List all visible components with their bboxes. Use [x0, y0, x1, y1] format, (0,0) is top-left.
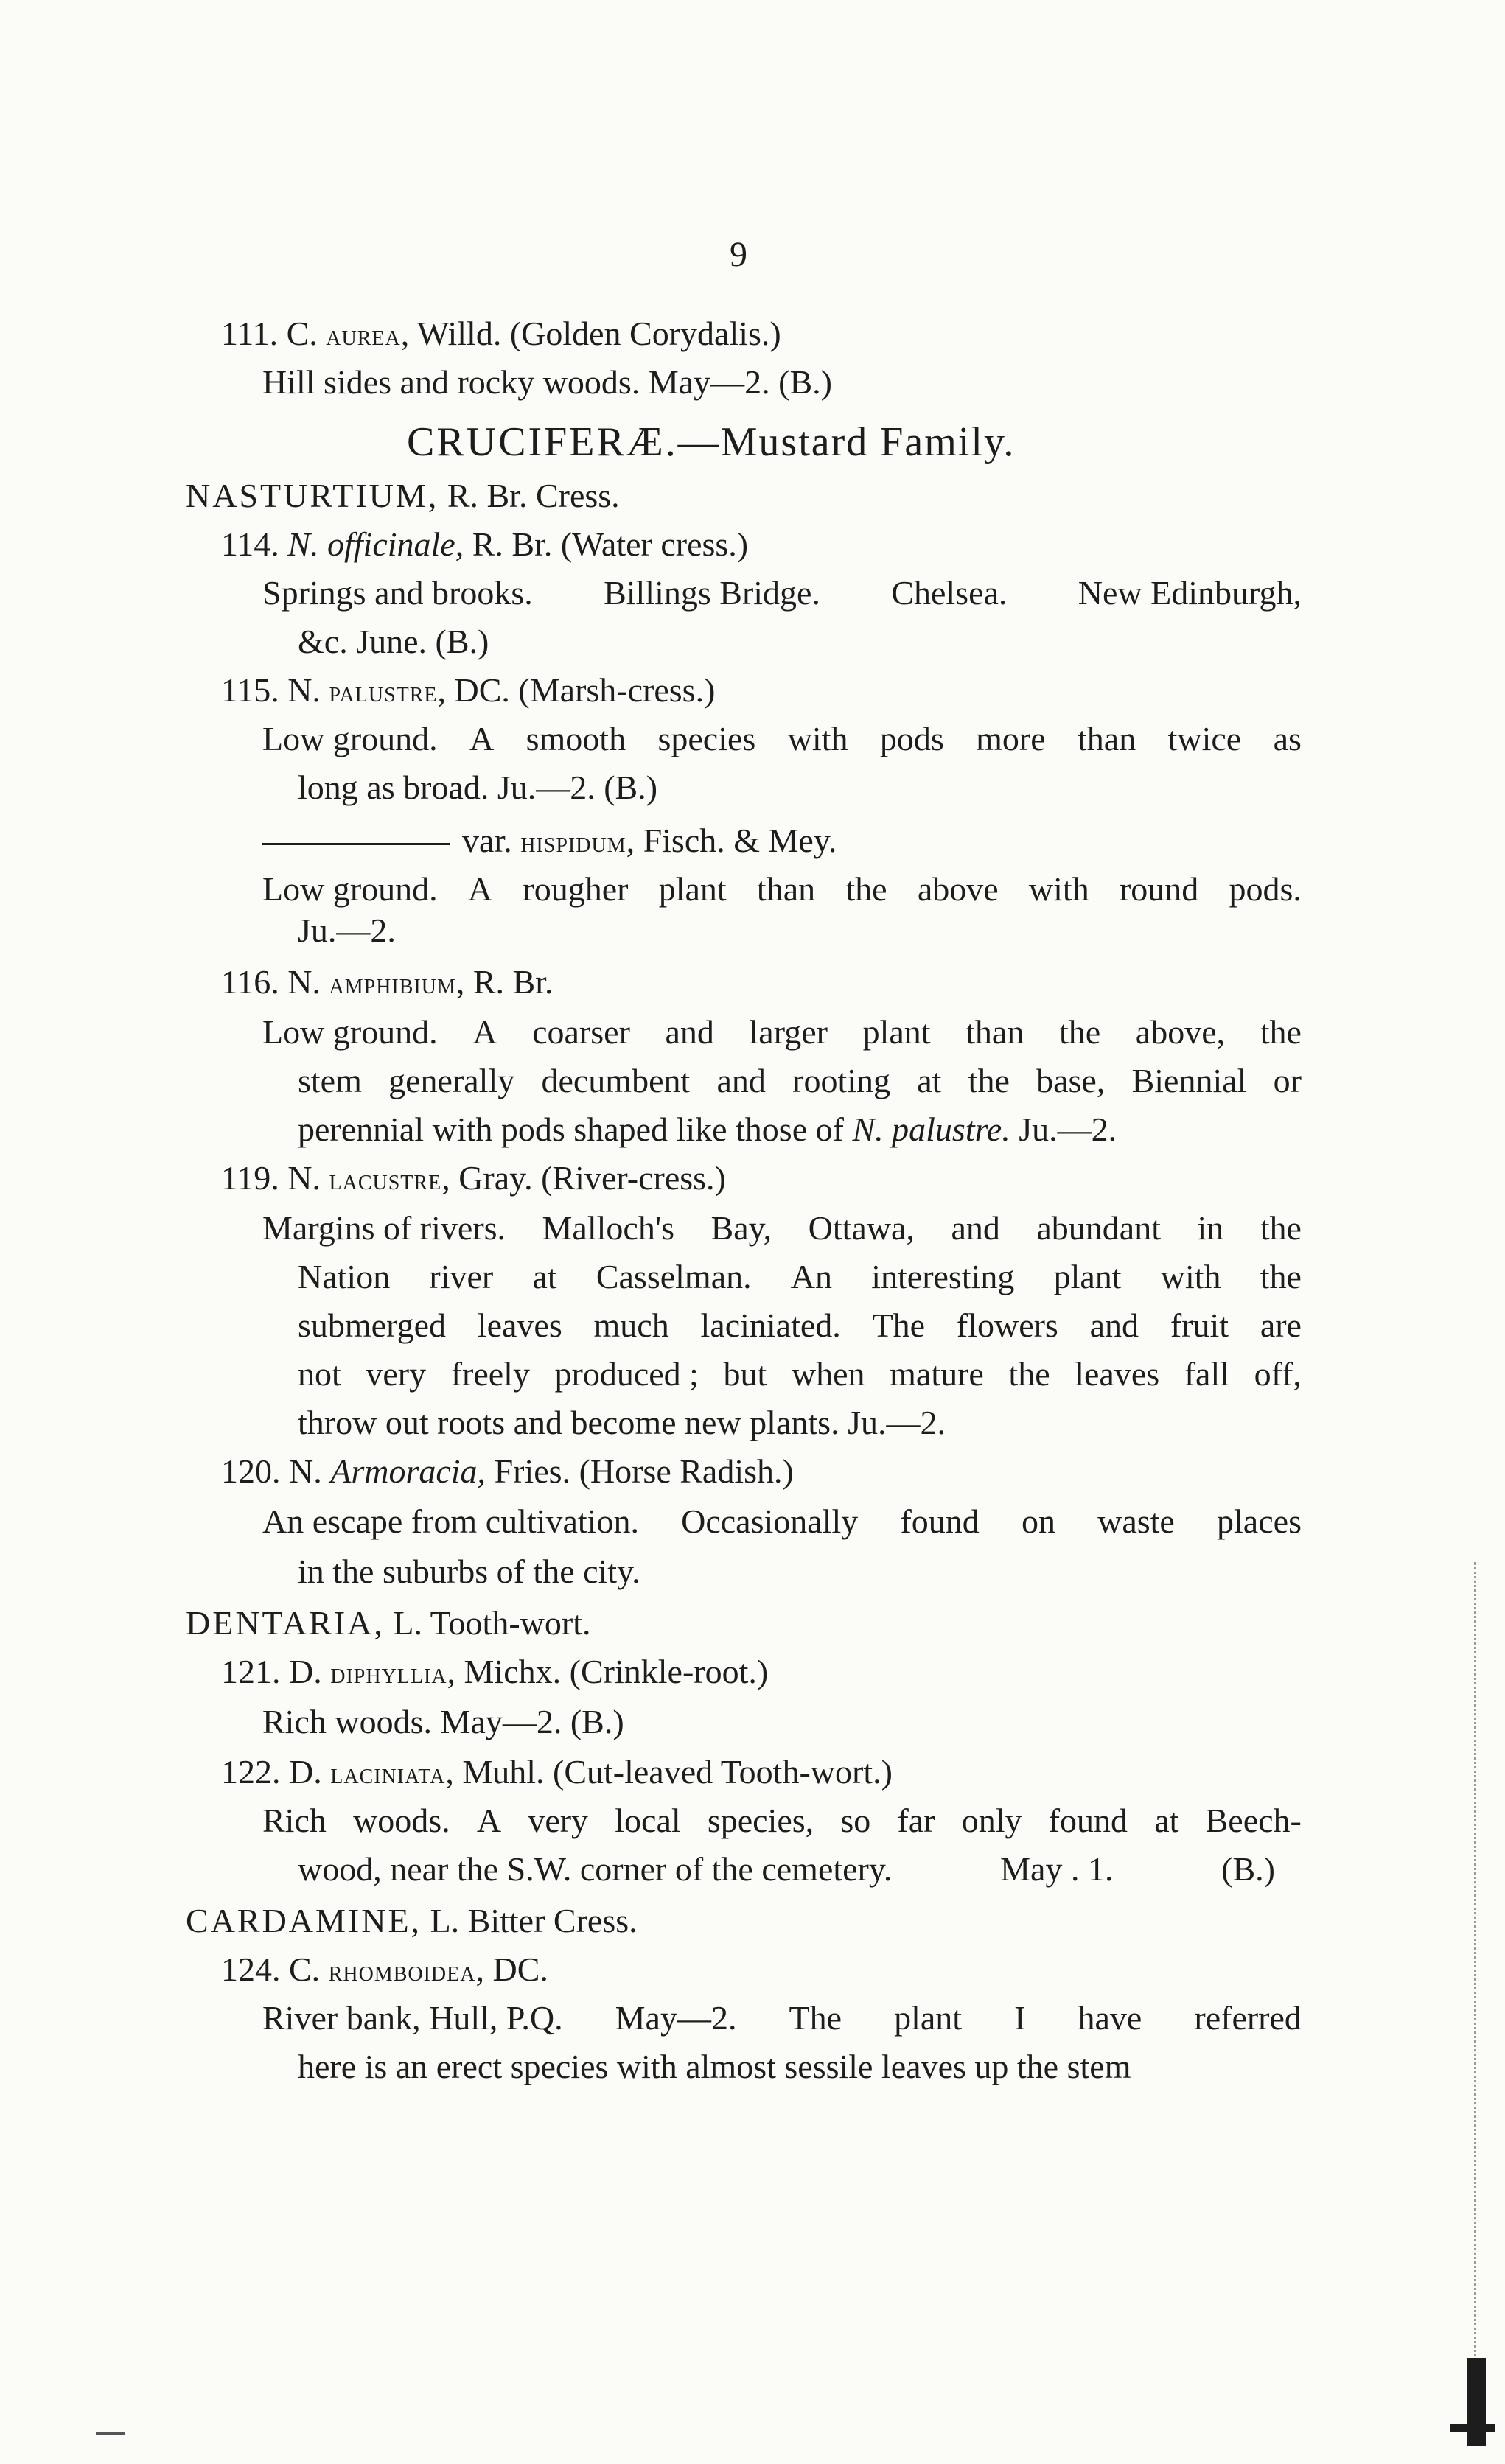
- text-fragment: at: [917, 1062, 942, 1099]
- genus-name: DENTARIA,: [186, 1604, 385, 1642]
- variety-description-cont: Ju.—2.: [298, 911, 396, 949]
- text-fragment: rougher: [523, 870, 629, 908]
- variety-hispidum: [262, 824, 837, 858]
- text-fragment: above: [917, 870, 999, 908]
- species-name: rhomboidea: [328, 1954, 476, 1987]
- entry-111-description: Hill sides and rocky woods. May—2. (B.): [262, 363, 832, 401]
- text-fragment: twice: [1167, 720, 1242, 757]
- text-fragment: referred: [1194, 1999, 1302, 2037]
- entry-119-description-3: [298, 1306, 1302, 1344]
- entry-rest: , Muhl. (Cut-leaved Tooth-wort.): [445, 1753, 893, 1791]
- text-fragment: freely: [450, 1355, 530, 1393]
- text-fragment: Rich: [262, 1802, 327, 1839]
- text-fragment: and: [951, 1209, 1000, 1247]
- species-name: laciniata: [330, 1757, 446, 1790]
- text-fragment: when: [791, 1355, 865, 1393]
- entry-rest: , Willd. (Golden Corydalis.): [400, 315, 781, 352]
- text-fragment: so: [840, 1802, 871, 1839]
- text-fragment: as: [1273, 720, 1302, 757]
- entry-number: 121. D.: [221, 1653, 322, 1690]
- scan-corner-mark-base: [1450, 2424, 1495, 2432]
- text-fragment: leaves: [1075, 1355, 1160, 1393]
- text-fragment: far: [897, 1802, 935, 1839]
- genus-nasturtium: [186, 479, 620, 513]
- text-fragment: The: [789, 1999, 842, 2037]
- entry-116-description: [262, 1015, 1302, 1049]
- scan-footer-mark: [96, 2432, 125, 2435]
- text-fragment: Casselman.: [596, 1258, 752, 1295]
- entry-number: 124. C.: [221, 1950, 321, 1988]
- text-fragment: generally: [388, 1062, 515, 1099]
- text-fragment: (B.): [1221, 1850, 1275, 1888]
- text-fragment: leaves: [477, 1306, 562, 1344]
- entry-rest: Fries. (Horse Radish.): [486, 1452, 794, 1490]
- variety-prefix: var.: [462, 822, 521, 859]
- entry-number: 120. N.: [221, 1452, 322, 1490]
- entry-121-description: Rich woods. May—2. (B.): [262, 1703, 624, 1740]
- text-fragment: The: [872, 1306, 926, 1344]
- species-name: aurea: [326, 318, 401, 351]
- text-fragment: flowers: [956, 1306, 1058, 1344]
- text-fragment: woods.: [353, 1802, 450, 1839]
- genus-cardamine: [186, 1904, 638, 1938]
- text-fragment: Billings Bridge.: [604, 574, 820, 612]
- entry-122: [221, 1755, 893, 1789]
- text-fragment: May . 1.: [1000, 1850, 1114, 1888]
- text-fragment: found: [900, 1502, 980, 1540]
- entry-116: [221, 965, 554, 999]
- entry-115: [221, 673, 715, 707]
- text-fragment: on: [1021, 1502, 1055, 1540]
- text-fragment: much: [593, 1306, 669, 1344]
- entry-120-description: [262, 1502, 1302, 1540]
- entry-114-description: [262, 576, 1302, 610]
- entry-111: [221, 317, 781, 351]
- text-fragment: Springs and brooks.: [262, 574, 533, 612]
- text-fragment: not: [298, 1355, 341, 1393]
- text-fragment: perennial with pods shaped like those of: [298, 1110, 853, 1148]
- page-number: 9: [730, 235, 747, 274]
- text-fragment: or: [1273, 1062, 1302, 1099]
- text-fragment: Beech-: [1205, 1802, 1302, 1839]
- text-fragment: Malloch's: [542, 1209, 675, 1247]
- text-fragment: plant: [658, 870, 727, 908]
- text-fragment: May—2.: [615, 1999, 737, 2037]
- text-fragment: produced ;: [554, 1355, 699, 1393]
- text-fragment: A: [467, 870, 493, 908]
- text-fragment: above,: [1135, 1013, 1226, 1051]
- text-fragment: Chelsea.: [891, 574, 1008, 612]
- text-fragment: A: [476, 1802, 502, 1839]
- text-fragment: with: [787, 720, 848, 757]
- entry-124-description-2: here is an erect species with almost sessile leaves up the stem: [298, 2048, 1131, 2085]
- text-fragment: River bank, Hull, P.Q.: [262, 1999, 563, 2037]
- text-fragment: river: [429, 1258, 494, 1295]
- entry-number: 116. N.: [221, 963, 321, 1001]
- text-fragment: wood, near the S.W. corner of the cemetery.: [298, 1850, 893, 1888]
- text-fragment: Ottawa,: [808, 1209, 915, 1247]
- text-fragment: than: [965, 1013, 1024, 1051]
- text-fragment: have: [1078, 1999, 1142, 2037]
- text-fragment: than: [756, 870, 816, 908]
- text-fragment: An: [790, 1258, 833, 1295]
- text-fragment: stem: [298, 1062, 362, 1099]
- species-name: diphyllia: [330, 1656, 447, 1690]
- text-fragment: at: [1154, 1802, 1179, 1839]
- text-fragment: species,: [707, 1802, 814, 1839]
- text-fragment: New Edinburgh,: [1078, 574, 1302, 612]
- text-fragment: local: [615, 1802, 681, 1839]
- text-fragment: species: [657, 720, 756, 757]
- text-fragment: A: [472, 1013, 497, 1051]
- text-fragment: very: [528, 1802, 589, 1839]
- text-fragment: plant: [894, 1999, 963, 2037]
- text-fragment: coarser: [532, 1013, 630, 1051]
- entry-rest: , Michx. (Crinkle-root.): [447, 1653, 769, 1690]
- text-fragment: pods.: [1229, 870, 1302, 908]
- text-fragment: Nation: [298, 1258, 391, 1295]
- entry-124-description: [262, 2001, 1302, 2035]
- text-fragment: at: [532, 1258, 557, 1295]
- text-fragment: the: [1008, 1355, 1050, 1393]
- text-fragment: A: [469, 720, 495, 757]
- entry-rest: , DC.: [475, 1950, 548, 1988]
- genus-rest: L. Bitter Cress.: [422, 1902, 638, 1939]
- entry-119-description-2: [298, 1260, 1302, 1294]
- text-fragment: smooth: [525, 720, 626, 757]
- entry-119: [221, 1161, 726, 1195]
- text-fragment: decumbent: [541, 1062, 691, 1099]
- species-reference: N. palustre.: [852, 1110, 1010, 1148]
- text-fragment: submerged: [298, 1306, 447, 1344]
- entry-120-description-2: in the suburbs of the city.: [298, 1553, 640, 1590]
- text-fragment: fruit: [1170, 1306, 1229, 1344]
- entry-114-description-cont: &c. June. (B.): [298, 623, 489, 660]
- text-fragment: more: [976, 720, 1046, 757]
- species-name: amphibium: [329, 967, 456, 1000]
- text-fragment: Margins of rivers.: [262, 1209, 506, 1247]
- text-fragment: pods: [879, 720, 944, 757]
- family-name: CRUCIFERÆ.: [407, 419, 678, 465]
- text-fragment: and: [716, 1062, 766, 1099]
- text-fragment: Low ground.: [262, 1013, 438, 1051]
- entry-number: 119. N.: [221, 1159, 321, 1197]
- text-fragment: fall: [1184, 1355, 1230, 1393]
- scan-edge-dotted-line: [1474, 1562, 1476, 2446]
- entry-115-description: [262, 722, 1302, 756]
- text-fragment: laciniated.: [700, 1306, 841, 1344]
- text-fragment: Biennial: [1131, 1062, 1247, 1099]
- entry-116-description-3: [298, 1110, 1117, 1148]
- entry-122-description-2: [298, 1852, 1275, 1886]
- entry-120: [221, 1452, 794, 1490]
- entry-119-description: [262, 1211, 1302, 1245]
- species-name: Armoracia,: [330, 1452, 486, 1490]
- text-fragment: than: [1078, 720, 1136, 757]
- entry-number: 111. C.: [221, 315, 318, 352]
- text-fragment: Bay,: [710, 1209, 772, 1247]
- text-fragment: base,: [1036, 1062, 1106, 1099]
- text-fragment: and: [1089, 1306, 1139, 1344]
- text-fragment: the: [1260, 1013, 1302, 1051]
- text-fragment: with: [1028, 870, 1089, 908]
- scan-corner-mark: [1467, 2358, 1486, 2446]
- text-fragment: found: [1048, 1802, 1128, 1839]
- text-fragment: places: [1217, 1502, 1302, 1540]
- text-fragment: the: [1260, 1209, 1302, 1247]
- text-fragment: abundant: [1036, 1209, 1161, 1247]
- text-fragment: waste: [1097, 1502, 1175, 1540]
- text-fragment: round: [1119, 870, 1199, 908]
- text-fragment: but: [723, 1355, 767, 1393]
- genus-dentaria: [186, 1606, 590, 1640]
- text-fragment: larger: [749, 1013, 828, 1051]
- entry-115-description-cont: long as broad. Ju.—2. (B.): [298, 769, 658, 806]
- variety-rest: , Fisch. & Mey.: [626, 822, 837, 859]
- text-fragment: Low ground.: [262, 720, 438, 757]
- genus-name: NASTURTIUM,: [186, 477, 439, 514]
- entry-rest: R. Br. (Water cress.): [464, 525, 749, 563]
- text-fragment: Low ground.: [262, 870, 438, 908]
- variety-name: hispidum: [520, 825, 626, 858]
- entry-119-description-5: throw out roots and become new plants. Ju.—2.: [298, 1404, 946, 1441]
- text-fragment: plant: [862, 1013, 931, 1051]
- text-fragment: the: [845, 870, 887, 908]
- text-fragment: plant: [1053, 1258, 1122, 1295]
- species-name: N. officinale,: [287, 525, 464, 563]
- text-fragment: I: [1014, 1999, 1026, 2037]
- species-name: lacustre: [329, 1163, 442, 1196]
- entry-rest: , Gray. (River-cress.): [441, 1159, 726, 1197]
- genus-rest: L. Tooth-wort.: [384, 1604, 591, 1642]
- text-fragment: in: [1197, 1209, 1224, 1247]
- entry-114: [221, 525, 749, 563]
- text-fragment: with: [1160, 1258, 1221, 1295]
- entry-rest: , R. Br.: [455, 963, 554, 1001]
- text-fragment: Ju.—2.: [1010, 1110, 1117, 1148]
- entry-rest: , DC. (Marsh-cress.): [437, 671, 716, 709]
- text-fragment: the: [1260, 1258, 1302, 1295]
- text-fragment: very: [366, 1355, 427, 1393]
- entry-121: [221, 1655, 768, 1689]
- entry-number: 115. N.: [221, 671, 321, 709]
- text-fragment: and: [665, 1013, 714, 1051]
- entry-number: 122. D.: [221, 1753, 322, 1791]
- text-fragment: mature: [890, 1355, 984, 1393]
- text-fragment: Occasionally: [681, 1502, 859, 1540]
- text-fragment: interesting: [871, 1258, 1015, 1295]
- genus-name: CARDAMINE,: [186, 1902, 422, 1939]
- entry-119-description-4: [298, 1357, 1302, 1391]
- entry-124: [221, 1950, 548, 1988]
- genus-rest: R. Br. Cress.: [439, 477, 620, 514]
- ditto-rule: [262, 843, 450, 845]
- variety-description: [262, 872, 1302, 906]
- text-fragment: off,: [1254, 1355, 1302, 1393]
- text-fragment: the: [968, 1062, 1010, 1099]
- entry-122-description: [262, 1804, 1302, 1838]
- entry-116-description-2: [298, 1064, 1302, 1098]
- family-heading: [407, 421, 1015, 463]
- text-fragment: only: [961, 1802, 1022, 1839]
- entry-number: 114.: [221, 525, 279, 563]
- text-fragment: the: [1058, 1013, 1101, 1051]
- text-fragment: rooting: [792, 1062, 891, 1099]
- text-fragment: are: [1260, 1306, 1302, 1344]
- species-name: palustre: [329, 675, 438, 708]
- family-common-name: —Mustard Family.: [677, 419, 1016, 465]
- text-fragment: An escape from cultivation.: [262, 1502, 639, 1540]
